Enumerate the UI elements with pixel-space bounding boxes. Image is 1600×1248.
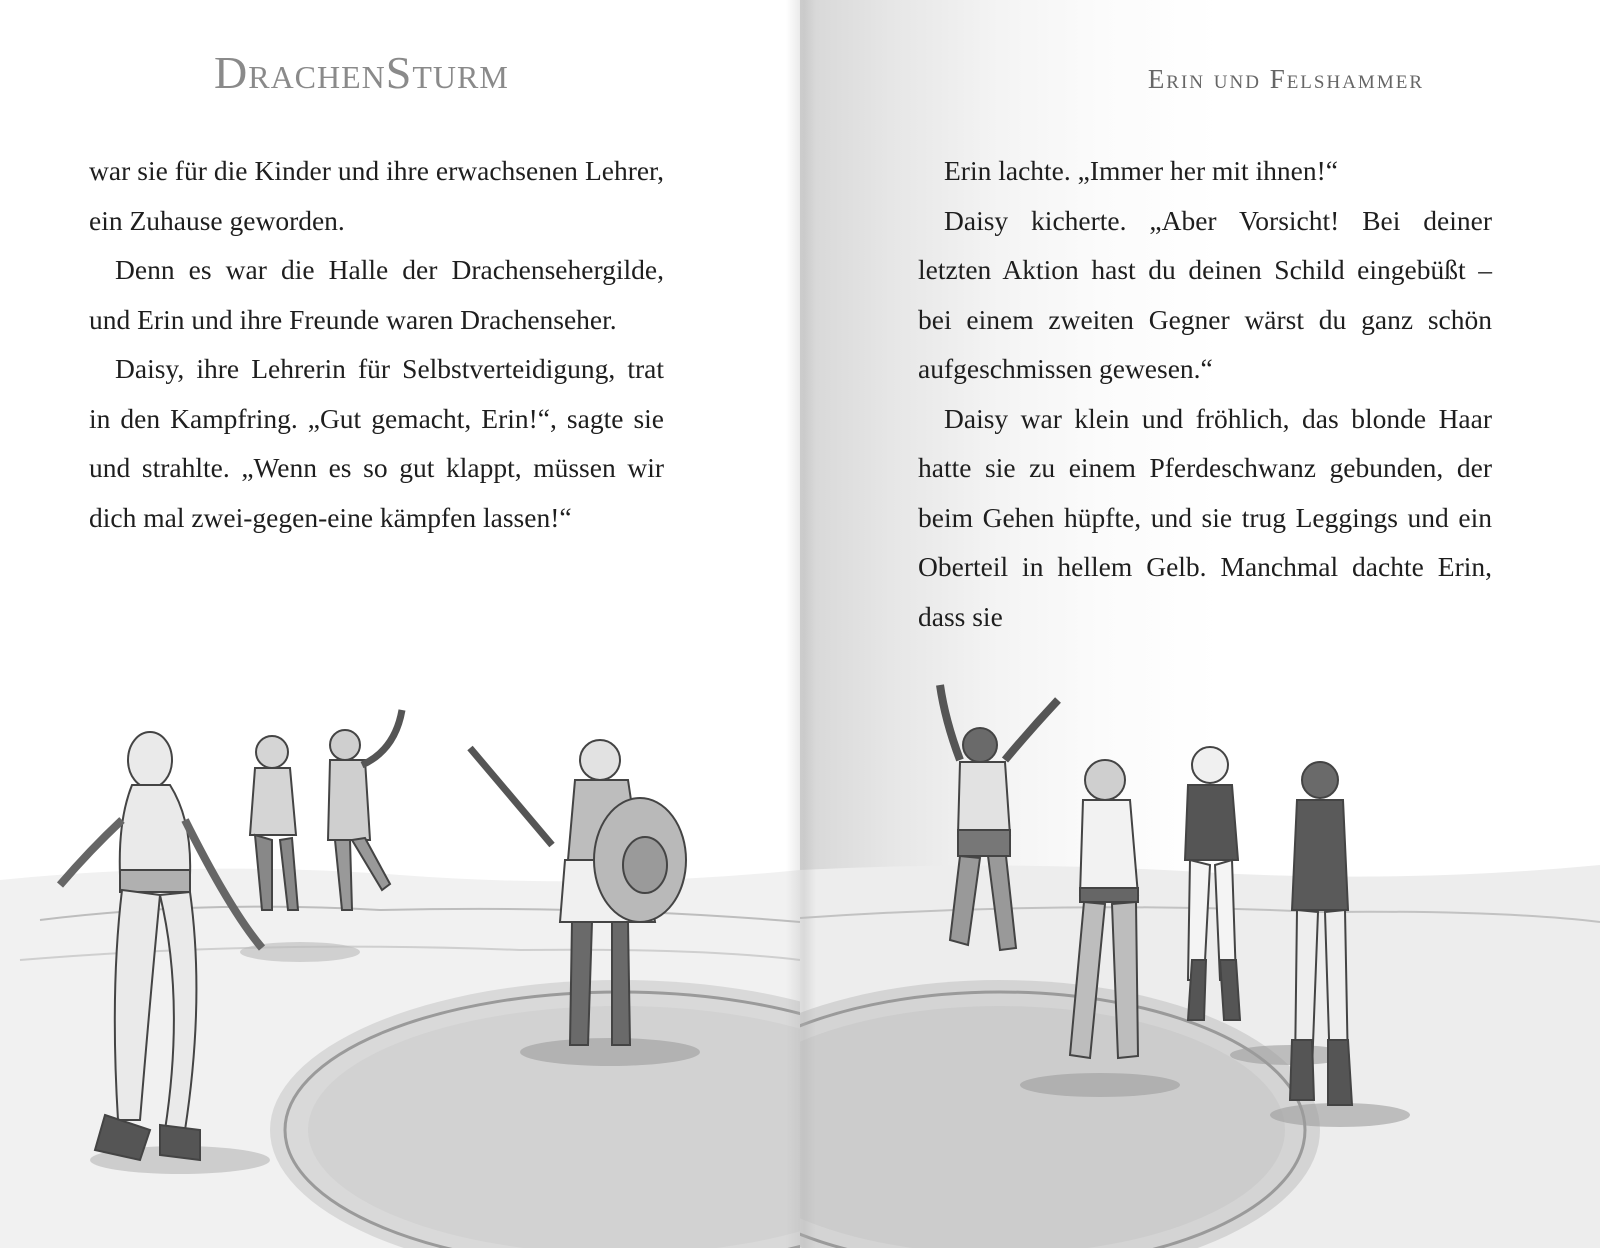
- paragraph: Daisy war klein und fröhlich, das blonde Haar hatte sie zu einem Pferdeschwanz gebunden, der beim Gehen hüpfte, und sie trug Leggings und ein Oberteil in hellem Gelb. Manchmal dachte Erin, dass sie: [918, 402, 1492, 632]
- illustration-right-arena: [800, 660, 1600, 1248]
- paragraph: Daisy, ihre Lehrerin für Selbstverteidigung, trat in den Kampfring. „Gut gemacht, Erin!“, sagte sie und strahlte. „Wenn es so gut klappt, müssen wir dich mal zwei-gegen-eine kämpfen lassen!“: [89, 353, 664, 533]
- series-logo: DrachenSturm: [214, 47, 509, 98]
- paragraph: Denn es war die Halle der Drachensehergilde, und Erin und ihre Freunde waren Drachenseher.: [89, 254, 664, 335]
- paragraph: Erin lachte. „Immer her mit ihnen!“: [944, 155, 1338, 186]
- paragraph: war sie für die Kinder und ihre erwachsenen Lehrer, ein Zuhause geworden.: [89, 155, 664, 236]
- right-page-text: [918, 146, 1492, 641]
- chapter-running-head: Erin und Felshammer: [1147, 64, 1424, 94]
- right-page: [800, 0, 1600, 1248]
- illustration-left-arena: [0, 660, 800, 1248]
- paragraph: Daisy kicherte. „Aber Vorsicht! Bei deiner letzten Aktion hast du deinen Schild eingebüßt – bei einem zweiten Gegner wärst du ganz schön aufgeschmissen gewesen.“: [918, 204, 1492, 384]
- left-page-text: [89, 146, 664, 542]
